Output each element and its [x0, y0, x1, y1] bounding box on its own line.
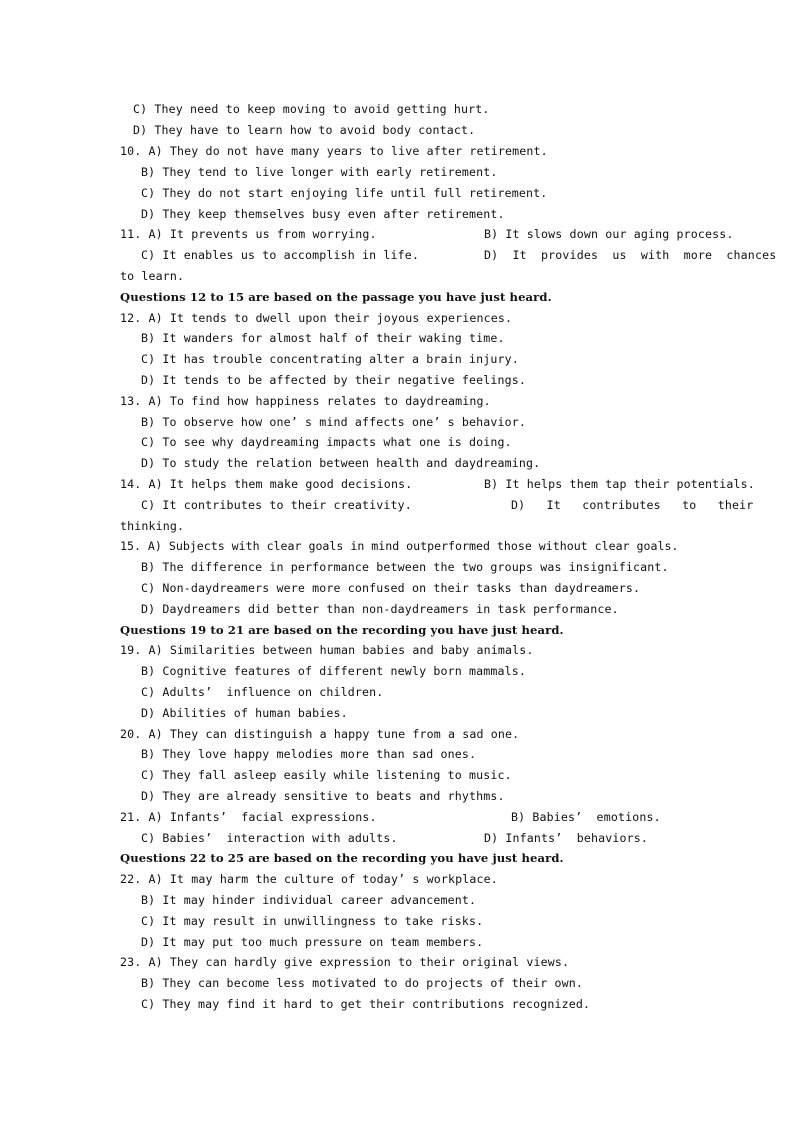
q12-option-d: D) It tends to be affected by their negative feelings. [141, 373, 527, 387]
q14-option-c: C) It contributes to their creativity. [141, 498, 412, 512]
q22-option-a: 22. A) It may harm the culture of today’ s workplace. [120, 872, 498, 886]
q21-option-c: C) Babies’ interaction with adults. [141, 831, 398, 845]
q20-option-a: 20. A) They can distinguish a happy tune from a sad one. [120, 727, 520, 741]
q9-option-c: C) They need to keep moving to avoid getting hurt. [133, 102, 490, 116]
q10-option-c: C) They do not start enjoying life until full retirement. [141, 186, 548, 200]
q13-option-b: B) To observe how one’ s mind affects one’ s behavior. [141, 415, 527, 429]
section-heading-q19-21: Questions 19 to 21 are based on the recording you have just heard. [120, 623, 564, 637]
q12-option-a: 12. A) It tends to dwell upon their joyous experiences. [120, 311, 513, 325]
q22-option-c: C) It may result in unwillingness to take risks. [141, 914, 484, 928]
q20-option-d: D) They are already sensitive to beats and rhythms. [141, 789, 505, 803]
q21-option-d: D) Infants’ behaviors. [484, 831, 648, 845]
q11-option-a: 11. A) It prevents us from worrying. [120, 227, 377, 241]
q9-option-d: D) They have to learn how to avoid body contact. [133, 123, 476, 137]
q11-option-b: B) It slows down our aging process. [484, 227, 734, 241]
q12-option-c: C) It has trouble concentrating alter a brain injury. [141, 352, 519, 366]
q23-option-a: 23. A) They can hardly give expression to their original views. [120, 955, 570, 969]
q15-option-b: B) The difference in performance between the two groups was insignificant. [141, 560, 669, 574]
q21-option-a: 21. A) Infants’ facial expressions. [120, 810, 377, 824]
q10-option-a: 10. A) They do not have many years to live after retirement. [120, 144, 548, 158]
q13-option-c: C) To see why daydreaming impacts what one is doing. [141, 435, 512, 449]
q14-option-b: B) It helps them tap their potentials. [484, 477, 755, 491]
q22-option-d: D) It may put too much pressure on team members. [141, 935, 484, 949]
q11-option-c: C) It enables us to accomplish in life. [141, 248, 420, 262]
q13-option-d: D) To study the relation between health and daydreaming. [141, 456, 541, 470]
section-heading-q12-15: Questions 12 to 15 are based on the passage you have just heard. [120, 290, 552, 304]
q23-option-c: C) They may find it hard to get their contributions recognized. [141, 997, 591, 1011]
q10-option-b: B) They tend to live longer with early retirement. [141, 165, 498, 179]
q19-option-b: B) Cognitive features of different newly born mammals. [141, 664, 527, 678]
q11-option-d-continued: to learn. [120, 269, 185, 283]
q15-option-d: D) Daydreamers did better than non-daydreamers in task performance. [141, 602, 619, 616]
q23-option-b: B) They can become less motivated to do projects of their own. [141, 976, 584, 990]
q22-option-b: B) It may hinder individual career advancement. [141, 893, 477, 907]
section-heading-q22-25: Questions 22 to 25 are based on the recording you have just heard. [120, 851, 564, 865]
q21-option-b: B) Babies’ emotions. [511, 810, 661, 824]
q14-option-a: 14. A) It helps them make good decisions. [120, 477, 413, 491]
q19-option-d: D) Abilities of human babies. [141, 706, 348, 720]
q10-option-d: D) They keep themselves busy even after retirement. [141, 207, 505, 221]
q13-option-a: 13. A) To find how happiness relates to daydreaming. [120, 394, 491, 408]
q14-option-d-continued: thinking. [120, 519, 185, 533]
q20-option-c: C) They fall asleep easily while listening to music. [141, 768, 512, 782]
q14-option-d: D) It contributes to their [511, 498, 754, 512]
q12-option-b: B) It wanders for almost half of their waking time. [141, 331, 505, 345]
q15-option-c: C) Non-daydreamers were more confused on their tasks than daydreamers. [141, 581, 641, 595]
q15-option-a: 15. A) Subjects with clear goals in mind outperformed those without clear goals. [120, 539, 679, 553]
q11-option-d: D) It provides us with more chances [484, 248, 777, 262]
q19-option-c: C) Adults’ influence on children. [141, 685, 384, 699]
q20-option-b: B) They love happy melodies more than sad ones. [141, 747, 477, 761]
q19-option-a: 19. A) Similarities between human babies and baby animals. [120, 643, 534, 657]
